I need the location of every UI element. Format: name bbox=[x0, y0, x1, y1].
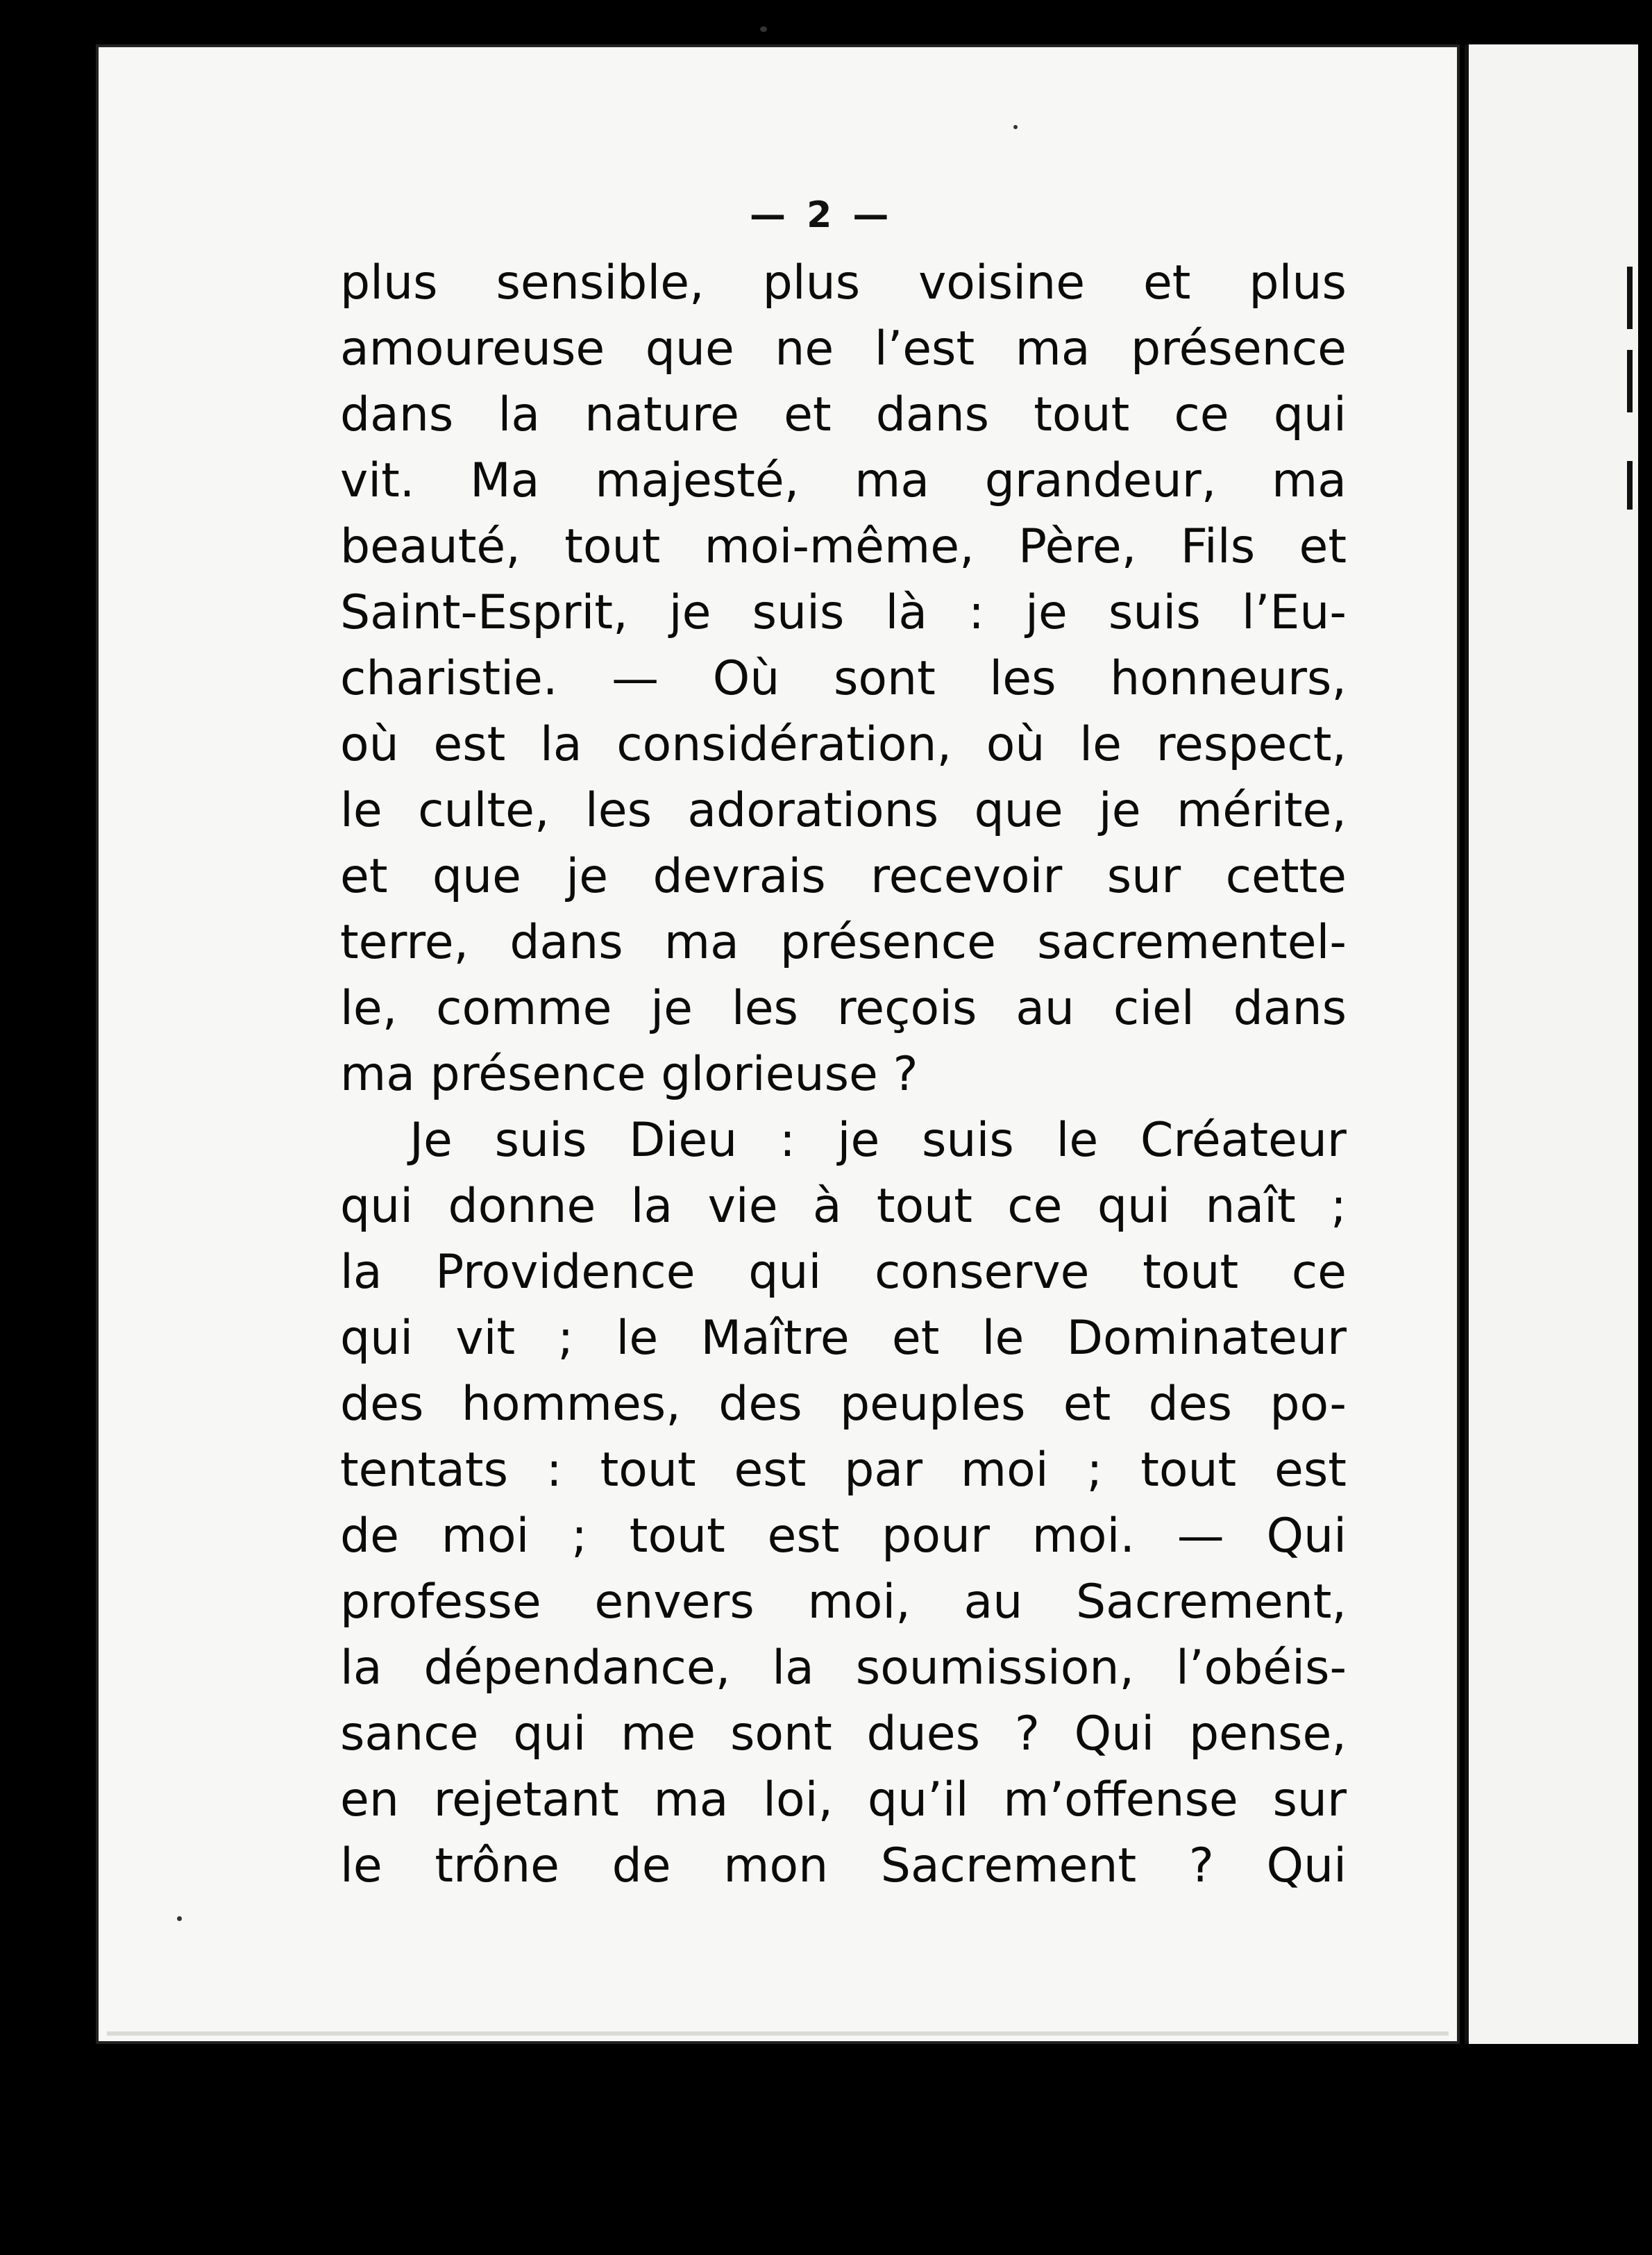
edge-mark bbox=[1627, 461, 1633, 510]
text-line: où est la considération, où le respect, bbox=[340, 717, 1347, 772]
text-line: Je suis Dieu : je suis le Créateur bbox=[410, 1113, 1347, 1168]
text-line: qui vit ; le Maître et le Dominateur bbox=[340, 1311, 1347, 1366]
text-line: tentats : tout est par moi ; tout est bbox=[340, 1443, 1347, 1498]
edge-mark bbox=[1627, 267, 1633, 329]
text-line: sance qui me sont dues ? Qui pense, bbox=[340, 1707, 1347, 1761]
text-line: plus sensible, plus voisine et plus bbox=[340, 255, 1347, 310]
text-line: charistie. — Où sont les honneurs, bbox=[340, 651, 1347, 706]
body-text bbox=[340, 250, 1347, 1899]
text-line: de moi ; tout est pour moi. — Qui bbox=[340, 1509, 1347, 1564]
text-line: amoureuse que ne l’est ma présence bbox=[340, 321, 1347, 376]
text-line: des hommes, des peuples et des po- bbox=[340, 1377, 1347, 1432]
text-line: et que je devrais recevoir sur cette bbox=[340, 849, 1347, 904]
paper-speck bbox=[177, 1916, 182, 1921]
paper-speck bbox=[1013, 125, 1018, 129]
text-line: ma présence glorieuse ? bbox=[340, 1047, 918, 1102]
adjacent-page-edge bbox=[1465, 44, 1638, 2044]
text-line: en rejetant ma loi, qu’il m’offense sur bbox=[340, 1772, 1347, 1827]
text-line: le trône de mon Sacrement ? Qui bbox=[340, 1838, 1347, 1893]
text-line: qui donne la vie à tout ce qui naît ; bbox=[340, 1179, 1347, 1234]
page-number: — 2 — bbox=[750, 194, 893, 236]
text-line: le culte, les adorations que je mérite, bbox=[340, 783, 1347, 838]
text-line: beauté, tout moi-même, Père, Fils et bbox=[340, 519, 1347, 574]
text-line: la dépendance, la soumission, l’obéis- bbox=[340, 1641, 1347, 1695]
text-line: professe envers moi, au Sacrement, bbox=[340, 1575, 1347, 1629]
paper-speck bbox=[760, 26, 767, 32]
text-line: le, comme je les reçois au ciel dans bbox=[340, 981, 1347, 1036]
text-line: la Providence qui conserve tout ce bbox=[340, 1245, 1347, 1300]
text-line: terre, dans ma présence sacrementel- bbox=[340, 915, 1347, 970]
text-line: dans la nature et dans tout ce qui bbox=[340, 387, 1347, 442]
text-line: vit. Ma majesté, ma grandeur, ma bbox=[340, 453, 1347, 508]
edge-mark bbox=[1627, 350, 1633, 412]
text-line: Saint-Esprit, je suis là : je suis l’Eu- bbox=[340, 585, 1347, 640]
